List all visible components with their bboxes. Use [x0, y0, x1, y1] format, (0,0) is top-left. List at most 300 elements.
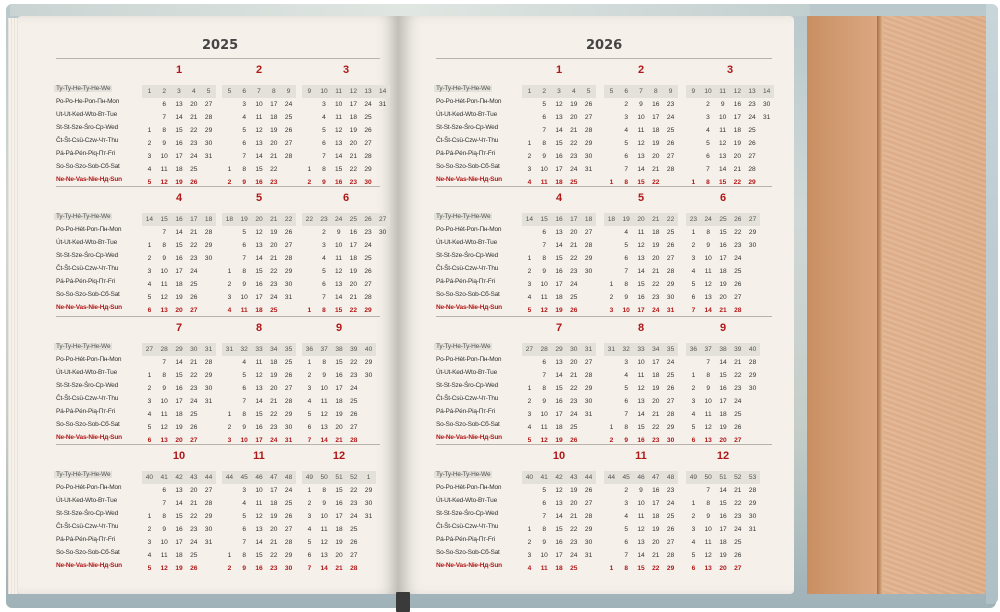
week-number: 38 [719, 346, 727, 353]
day-cell: 8 [162, 242, 167, 249]
day-cell: 12 [255, 372, 263, 379]
day-row [522, 124, 596, 137]
day-cell [201, 278, 216, 291]
day-cell: 3 [527, 281, 532, 288]
day-cell: 23 [570, 539, 578, 546]
day-cell: 12 [320, 539, 328, 546]
month-number: 12 [332, 450, 346, 462]
day-cell: 31 [204, 539, 213, 546]
week-number: 29 [175, 346, 183, 353]
day-row [604, 137, 678, 150]
day-cell: 25 [666, 229, 675, 236]
day-cell: 15 [255, 268, 263, 275]
sunday-row [522, 304, 596, 317]
week-number: 18 [584, 216, 593, 223]
day-cell [302, 137, 317, 150]
day-cell: 1 [609, 424, 614, 431]
day-cell [375, 150, 390, 163]
sunday-row [142, 434, 216, 447]
weekday-label: Pá-Pá-Pén-Pią-Пт-Fri [436, 408, 495, 415]
day-cell: 1 [527, 140, 532, 147]
week-number: 46 [637, 474, 645, 481]
day-cell: 17 [255, 437, 263, 444]
bookmark-ribbon[interactable] [396, 592, 410, 612]
day-row [522, 382, 596, 395]
day-cell [302, 239, 317, 252]
day-cell: 8 [322, 487, 327, 494]
week-number: 39 [350, 346, 358, 353]
week-number-label: Ту-Ту-Не-Ту-Не-Wе [436, 85, 491, 92]
weekday-label: Čt-Št-Csü-Czw-Чт-Thu [56, 265, 119, 272]
day-cell: 6 [706, 153, 710, 160]
weekday-label: St-St-Sze-Śro-Ср-Wed [56, 510, 118, 517]
weekday-label: St-St-Sze-Śro-Ср-Wed [56, 382, 118, 389]
day-cell: 9 [542, 539, 547, 546]
day-cell: 17 [349, 101, 357, 108]
day-cell: 8 [162, 513, 167, 520]
day-cell: 8 [322, 307, 326, 314]
day-cell: 20 [270, 526, 278, 533]
day-cell [759, 163, 774, 176]
week-numbers-row [302, 85, 390, 98]
day-cell: 12 [637, 526, 645, 533]
week-number-label: Ту-Ту-Не-Ту-Не-Wе [56, 343, 111, 350]
day-cell: 1 [307, 487, 312, 494]
weekday-label: Pá-Pá-Pén-Pią-Пт-Fri [56, 536, 115, 543]
day-cell: 4 [527, 179, 532, 186]
day-cell: 9 [336, 229, 341, 236]
day-cell: 21 [270, 255, 278, 262]
day-cell [302, 291, 317, 304]
day-cell: 28 [584, 513, 593, 520]
day-cell: 24 [734, 255, 742, 262]
weekday-label: St-St-Sze-Śro-Ср-Wed [436, 510, 498, 517]
day-cell: 20 [570, 359, 578, 366]
day-cell [522, 510, 537, 523]
day-cell: 27 [666, 153, 675, 160]
day-cell: 11 [160, 552, 168, 559]
day-cell [281, 163, 296, 176]
day-row [142, 421, 216, 434]
day-cell [201, 434, 216, 447]
day-cell: 12 [637, 385, 645, 392]
day-row [302, 265, 390, 278]
day-cell: 3 [242, 101, 247, 108]
day-cell: 13 [555, 359, 563, 366]
day-cell: 25 [570, 424, 578, 431]
day-cell: 8 [706, 372, 711, 379]
day-cell: 17 [637, 307, 645, 314]
day-cell: 11 [637, 127, 645, 134]
day-row [302, 150, 390, 163]
day-cell: 26 [666, 526, 675, 533]
day-cell: 27 [734, 565, 742, 572]
day-row [686, 497, 760, 510]
week-number: 18 [204, 216, 213, 223]
day-cell: 23 [570, 153, 578, 160]
day-cell: 7 [242, 153, 247, 160]
day-cell: 12 [540, 307, 548, 314]
day-cell: 5 [624, 242, 629, 249]
day-cell: 10 [637, 114, 645, 121]
day-cell: 20 [719, 565, 727, 572]
day-row [686, 408, 760, 421]
day-cell [522, 124, 537, 137]
day-cell: 20 [270, 385, 278, 392]
day-cell: 5 [307, 539, 312, 546]
day-cell: 21 [719, 307, 727, 314]
day-cell: 3 [609, 307, 614, 314]
day-cell [222, 137, 237, 150]
day-cell: 14 [555, 127, 563, 134]
weekday-label: Čt-Št-Csü-Czw-Чт-Thu [56, 137, 119, 144]
day-cell [759, 150, 774, 163]
week-number: 52 [734, 474, 742, 481]
day-cell: 28 [204, 500, 213, 507]
day-cell: 16 [555, 539, 563, 546]
day-row [302, 395, 376, 408]
day-row [222, 523, 296, 536]
day-cell: 13 [320, 552, 328, 559]
day-cell: 15 [637, 179, 645, 186]
day-row [302, 536, 376, 549]
day-cell: 24 [190, 153, 198, 160]
day-cell: 5 [691, 424, 696, 431]
day-cell: 23 [270, 179, 278, 186]
day-cell: 31 [748, 526, 757, 533]
day-cell [604, 356, 619, 369]
week-number: 10 [320, 88, 328, 95]
day-cell: 9 [162, 526, 167, 533]
week-number: 50 [704, 474, 712, 481]
week-number: 49 [305, 474, 314, 481]
day-cell: 15 [637, 281, 645, 288]
week-number: 5 [206, 88, 211, 95]
day-row [686, 239, 760, 252]
day-cell [581, 176, 596, 189]
day-cell: 19 [652, 526, 660, 533]
day-cell: 26 [284, 127, 293, 134]
day-cell: 2 [527, 153, 532, 160]
day-cell: 13 [637, 153, 645, 160]
day-cell: 31 [762, 114, 771, 121]
day-cell: 8 [162, 372, 167, 379]
day-cell [142, 356, 157, 369]
day-cell: 19 [652, 140, 660, 147]
month-number: 2 [637, 64, 645, 76]
day-cell: 9 [542, 153, 547, 160]
week-numbers-row [686, 343, 760, 356]
day-cell: 31 [666, 307, 675, 314]
day-cell: 1 [227, 268, 232, 275]
day-cell: 1 [307, 359, 312, 366]
day-cell: 15 [334, 166, 343, 173]
day-cell: 24 [364, 242, 372, 249]
day-cell: 7 [624, 268, 629, 275]
week-number: 8 [271, 88, 276, 95]
week-number: 34 [270, 346, 278, 353]
day-row [522, 395, 596, 408]
day-cell: 22 [570, 140, 578, 147]
day-cell: 19 [652, 242, 660, 249]
week-number-label: Ту-Ту-Hé-Ту-Не-Wе [56, 471, 111, 478]
day-cell: 10 [540, 166, 548, 173]
day-row [604, 408, 678, 421]
day-cell [604, 395, 619, 408]
day-cell: 22 [270, 552, 278, 559]
day-cell: 18 [555, 179, 563, 186]
kraft-pocket-flap[interactable] [807, 16, 883, 594]
weekday-label: Ne-Ne-Vas-Nie-Нд-Sun [436, 304, 502, 311]
week-number: 3 [557, 88, 561, 95]
day-cell: 2 [624, 487, 629, 494]
day-row [142, 278, 216, 291]
day-row [142, 265, 216, 278]
day-cell [142, 497, 157, 510]
day-cell: 15 [555, 140, 563, 147]
week-number: 12 [349, 88, 357, 95]
day-cell: 14 [175, 229, 183, 236]
weekday-label: Ne-Ne-Vas-Nie-Нд-Sun [436, 562, 502, 569]
day-cell: 24 [284, 487, 293, 494]
day-cell: 14 [719, 487, 727, 494]
day-cell: 14 [255, 255, 263, 262]
day-cell: 8 [542, 526, 547, 533]
week-number: 16 [175, 216, 183, 223]
day-cell: 30 [284, 424, 293, 431]
week-number: 31 [584, 346, 593, 353]
day-cell: 14 [555, 242, 563, 249]
day-cell [604, 252, 619, 265]
day-cell: 23 [666, 101, 675, 108]
day-cell: 13 [320, 424, 328, 431]
day-cell: 20 [270, 242, 278, 249]
week-number: 7 [639, 88, 643, 95]
day-cell: 9 [162, 140, 167, 147]
day-cell [222, 536, 237, 549]
day-cell: 17 [555, 281, 563, 288]
day-cell: 5 [527, 307, 532, 314]
day-cell: 10 [637, 500, 645, 507]
month-number: 9 [335, 322, 343, 334]
day-cell: 17 [175, 398, 183, 405]
day-cell: 8 [624, 179, 629, 186]
day-cell: 2 [147, 140, 152, 147]
day-cell: 29 [584, 385, 593, 392]
week-number: 26 [734, 216, 742, 223]
day-cell: 8 [706, 500, 711, 507]
day-cell: 31 [584, 411, 593, 418]
day-cell: 4 [147, 166, 152, 173]
day-cell: 23 [652, 294, 660, 301]
day-cell: 27 [666, 255, 675, 262]
day-cell: 4 [147, 411, 152, 418]
day-cell: 21 [652, 552, 660, 559]
day-cell: 3 [691, 526, 696, 533]
day-cell [361, 395, 376, 408]
day-row [222, 497, 296, 510]
day-cell: 2 [322, 229, 326, 236]
week-number: 10 [704, 88, 712, 95]
day-row [522, 137, 596, 150]
day-cell [201, 176, 216, 189]
day-cell: 16 [335, 372, 343, 379]
day-cell: 29 [584, 255, 593, 262]
day-cell: 17 [335, 385, 343, 392]
day-cell [745, 536, 760, 549]
day-cell [745, 291, 760, 304]
day-cell: 2 [307, 500, 312, 507]
day-row [222, 536, 296, 549]
day-cell [604, 111, 619, 124]
day-cell: 10 [320, 513, 328, 520]
day-cell: 27 [284, 385, 293, 392]
day-cell: 22 [190, 242, 198, 249]
day-cell: 8 [542, 255, 547, 262]
weekday-label: Út-Ut-Ked-Wto-Вт-Tue [56, 497, 118, 504]
day-cell [281, 304, 296, 317]
day-cell: 2 [307, 179, 312, 186]
day-row [686, 395, 760, 408]
week-number: 11 [335, 88, 343, 95]
day-cell: 14 [334, 294, 343, 301]
day-cell: 16 [555, 153, 563, 160]
week-number: 40 [525, 474, 534, 481]
day-cell: 20 [652, 539, 660, 546]
day-cell: 17 [335, 513, 343, 520]
day-cell: 10 [334, 242, 343, 249]
day-row [302, 124, 390, 137]
day-cell: 8 [322, 359, 327, 366]
month-number: 6 [342, 192, 350, 204]
day-cell: 25 [190, 552, 198, 559]
day-cell: 3 [706, 114, 710, 121]
day-cell: 23 [364, 229, 372, 236]
day-cell [201, 562, 216, 575]
day-cell: 6 [322, 140, 326, 147]
day-cell: 17 [652, 114, 660, 121]
day-cell: 2 [527, 539, 532, 546]
week-number: 43 [190, 474, 198, 481]
day-cell: 15 [175, 513, 183, 520]
day-cell: 30 [748, 242, 757, 249]
day-row [222, 484, 296, 497]
day-cell: 9 [624, 294, 629, 301]
day-cell: 18 [175, 281, 183, 288]
day-cell: 30 [284, 281, 293, 288]
week-number: 26 [364, 216, 372, 223]
day-cell: 20 [175, 437, 183, 444]
day-cell [604, 265, 619, 278]
week-numbers-row [302, 471, 376, 484]
day-row [686, 278, 760, 291]
day-cell: 13 [255, 526, 263, 533]
day-cell: 4 [307, 398, 312, 405]
day-cell: 25 [350, 398, 358, 405]
day-cell: 18 [733, 127, 741, 134]
day-cell: 18 [175, 411, 183, 418]
day-cell: 4 [147, 552, 152, 559]
day-cell: 29 [364, 487, 373, 494]
day-cell: 22 [570, 526, 578, 533]
weekday-label: So-So-Szo-Sob-Cб-Sat [436, 291, 500, 298]
day-cell: 10 [160, 539, 168, 546]
day-cell [222, 226, 237, 239]
week-number: 1 [527, 88, 532, 95]
day-cell [375, 137, 390, 150]
day-row [522, 111, 596, 124]
weekday-label: Út-Ut-Ked-Wto-Вт-Tue [56, 369, 118, 376]
day-cell: 23 [666, 487, 675, 494]
week-number: 31 [204, 346, 213, 353]
sunday-row [142, 562, 216, 575]
day-cell: 1 [307, 307, 312, 314]
day-cell: 27 [364, 281, 372, 288]
week-number: 36 [305, 346, 314, 353]
day-cell: 24 [284, 101, 293, 108]
day-cell: 8 [542, 385, 547, 392]
day-cell: 17 [555, 552, 563, 559]
day-row [142, 111, 216, 124]
day-cell: 25 [666, 127, 675, 134]
day-cell: 28 [204, 114, 213, 121]
day-cell: 11 [704, 268, 712, 275]
day-cell: 11 [704, 411, 712, 418]
weekday-label: So-So-Szo-Sob-Cб-Sat [436, 549, 500, 556]
day-cell: 16 [719, 385, 727, 392]
day-row [302, 369, 376, 382]
weekday-label: Po-Po-Hét-Pon-Пн-Mon [436, 484, 502, 491]
week-number: 6 [242, 88, 247, 95]
day-cell: 4 [624, 127, 629, 134]
day-cell: 29 [204, 513, 213, 520]
day-cell: 20 [570, 114, 578, 121]
day-cell: 7 [162, 114, 167, 121]
day-cell: 4 [691, 539, 696, 546]
day-cell: 22 [190, 372, 198, 379]
day-cell: 4 [242, 500, 247, 507]
day-cell: 2 [706, 101, 710, 108]
day-row [686, 549, 760, 562]
day-cell: 22 [270, 411, 278, 418]
day-row [604, 98, 678, 111]
day-row [522, 510, 596, 523]
week-number: 22 [284, 216, 293, 223]
day-cell: 31 [584, 552, 593, 559]
day-cell [604, 536, 619, 549]
weekday-label: Ne-Ne-Vas-Nie-Нд-Sun [56, 304, 122, 311]
day-cell: 31 [364, 513, 373, 520]
week-number: 27 [525, 346, 534, 353]
day-cell: 27 [584, 229, 593, 236]
day-row [222, 356, 296, 369]
week-number: 22 [305, 216, 313, 223]
weekday-label: Út-Ut-Ked-Wto-Вт-Tue [436, 497, 498, 504]
week-number: 6 [624, 88, 629, 95]
day-row [604, 150, 678, 163]
day-cell: 1 [691, 372, 696, 379]
day-row [142, 549, 216, 562]
day-cell: 9 [706, 242, 711, 249]
day-cell: 10 [704, 398, 712, 405]
day-cell: 3 [691, 255, 696, 262]
month-number: 9 [719, 322, 727, 334]
day-cell [604, 382, 619, 395]
day-cell: 24 [666, 114, 675, 121]
day-cell: 16 [719, 513, 727, 520]
day-cell: 22 [733, 179, 741, 186]
day-cell: 30 [666, 437, 675, 444]
